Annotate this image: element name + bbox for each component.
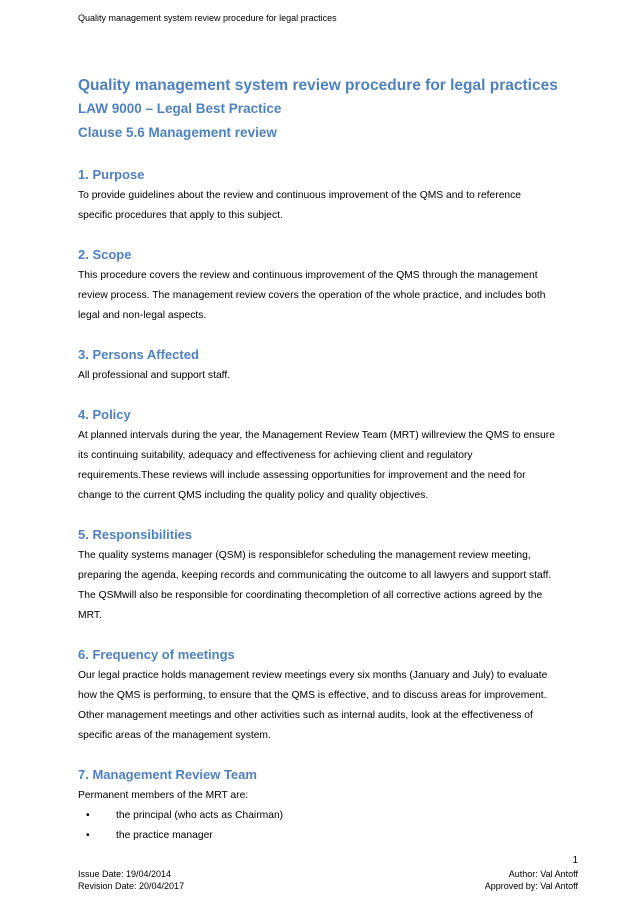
section-heading: 3. Persons Affected: [78, 347, 199, 362]
approved-by: Approved by: Val Antoff: [484, 881, 578, 891]
revision-date: Revision Date: 20/04/2017: [78, 881, 185, 891]
paragraph-line: This procedure covers the review and continuous improvement of the QMS through the management: [78, 270, 538, 281]
section-paragraph: [78, 266, 588, 326]
paragraph-line: preparing the agenda, keeping records and communicating the outcome to all lawyers and support staff.: [78, 570, 552, 581]
issue-date: Issue Date: 19/04/2014: [78, 869, 172, 879]
paragraph-line: requirements.These reviews will include assessing opportunities for improvement and the need for: [78, 470, 526, 481]
section-paragraph: [78, 186, 588, 226]
section-persons-affected: [78, 346, 588, 386]
paragraph-line: legal and non-legal aspects.: [78, 310, 207, 321]
section-paragraph: [78, 366, 588, 386]
list-item-text: the principal (who acts as Chairman): [116, 810, 284, 821]
list-item: [78, 826, 588, 846]
page-number: 1: [572, 855, 578, 866]
paragraph-line: To provide guidelines about the review and continuous improvement of the QMS and to reference: [78, 190, 522, 201]
list-item-text: the practice manager: [116, 830, 213, 841]
section-responsibilities: [78, 526, 588, 626]
section-paragraph: [78, 426, 588, 506]
paragraph-line: MRT.: [78, 610, 102, 621]
section-heading: 6. Frequency of meetings: [78, 647, 235, 662]
paragraph-line: change to the current QMS including the quality policy and quality objectives.: [78, 490, 429, 501]
section-scope: [78, 246, 588, 326]
paragraph-line: The QSMwill also be responsible for coordinating thecompletion of all corrective actions agreed by the: [78, 590, 543, 601]
paragraph-line: The quality systems manager (QSM) is responsiblefor scheduling the management review meeting,: [78, 550, 531, 561]
bullet-icon: •: [86, 830, 90, 841]
paragraph-line: specific procedures that apply to this subject.: [78, 210, 283, 221]
section-paragraph: Permanent members of the MRT are:: [78, 790, 249, 801]
document-title: Quality management system review procedure for legal practices: [78, 77, 558, 94]
footer-authorship: [485, 868, 578, 892]
running-header: Quality management system review procedure for legal practices: [78, 13, 337, 23]
paragraph-line: Our legal practice holds management review meetings every six months (January and July) to evaluate: [78, 670, 548, 681]
list-item: [78, 806, 588, 826]
document-subtitle-clause: Clause 5.6 Management review: [78, 125, 277, 140]
document-subtitle-standard: LAW 9000 – Legal Best Practice: [78, 101, 282, 116]
section-management-review-team: [78, 766, 588, 846]
paragraph-line: how the QMS is performing, to ensure that the QMS is effective, and to discuss areas for improvement.: [78, 690, 547, 701]
section-frequency: [78, 646, 588, 746]
document-body: [78, 76, 588, 846]
section-paragraph: [78, 546, 588, 626]
paragraph-line: specific areas of the management system.: [78, 730, 271, 741]
section-heading: 5. Responsibilities: [78, 527, 193, 542]
author: Author: Val Antoff: [508, 869, 578, 879]
section-heading: 7. Management Review Team: [78, 767, 257, 782]
section-policy: [78, 406, 588, 506]
section-heading: 2. Scope: [78, 247, 132, 262]
section-heading: 1. Purpose: [78, 167, 145, 182]
footer-dates: [78, 868, 184, 892]
section-purpose: [78, 166, 588, 226]
paragraph-line: Other management meetings and other activities such as internal audits, look at the effectiveness of: [78, 710, 533, 721]
team-members-list: [78, 806, 588, 846]
paragraph-line: review process. The management review covers the operation of the whole practice, and includes both: [78, 290, 546, 301]
bullet-icon: •: [86, 810, 90, 821]
paragraph-line: At planned intervals during the year, the Management Review Team (MRT) willreview the QMS to ensure: [78, 430, 555, 441]
section-heading: 4. Policy: [78, 407, 131, 422]
paragraph-line: its continuing suitability, adequacy and effectiveness for achieving client and regulatory: [78, 450, 473, 461]
paragraph-line: All professional and support staff.: [78, 370, 231, 381]
section-paragraph: [78, 666, 588, 746]
